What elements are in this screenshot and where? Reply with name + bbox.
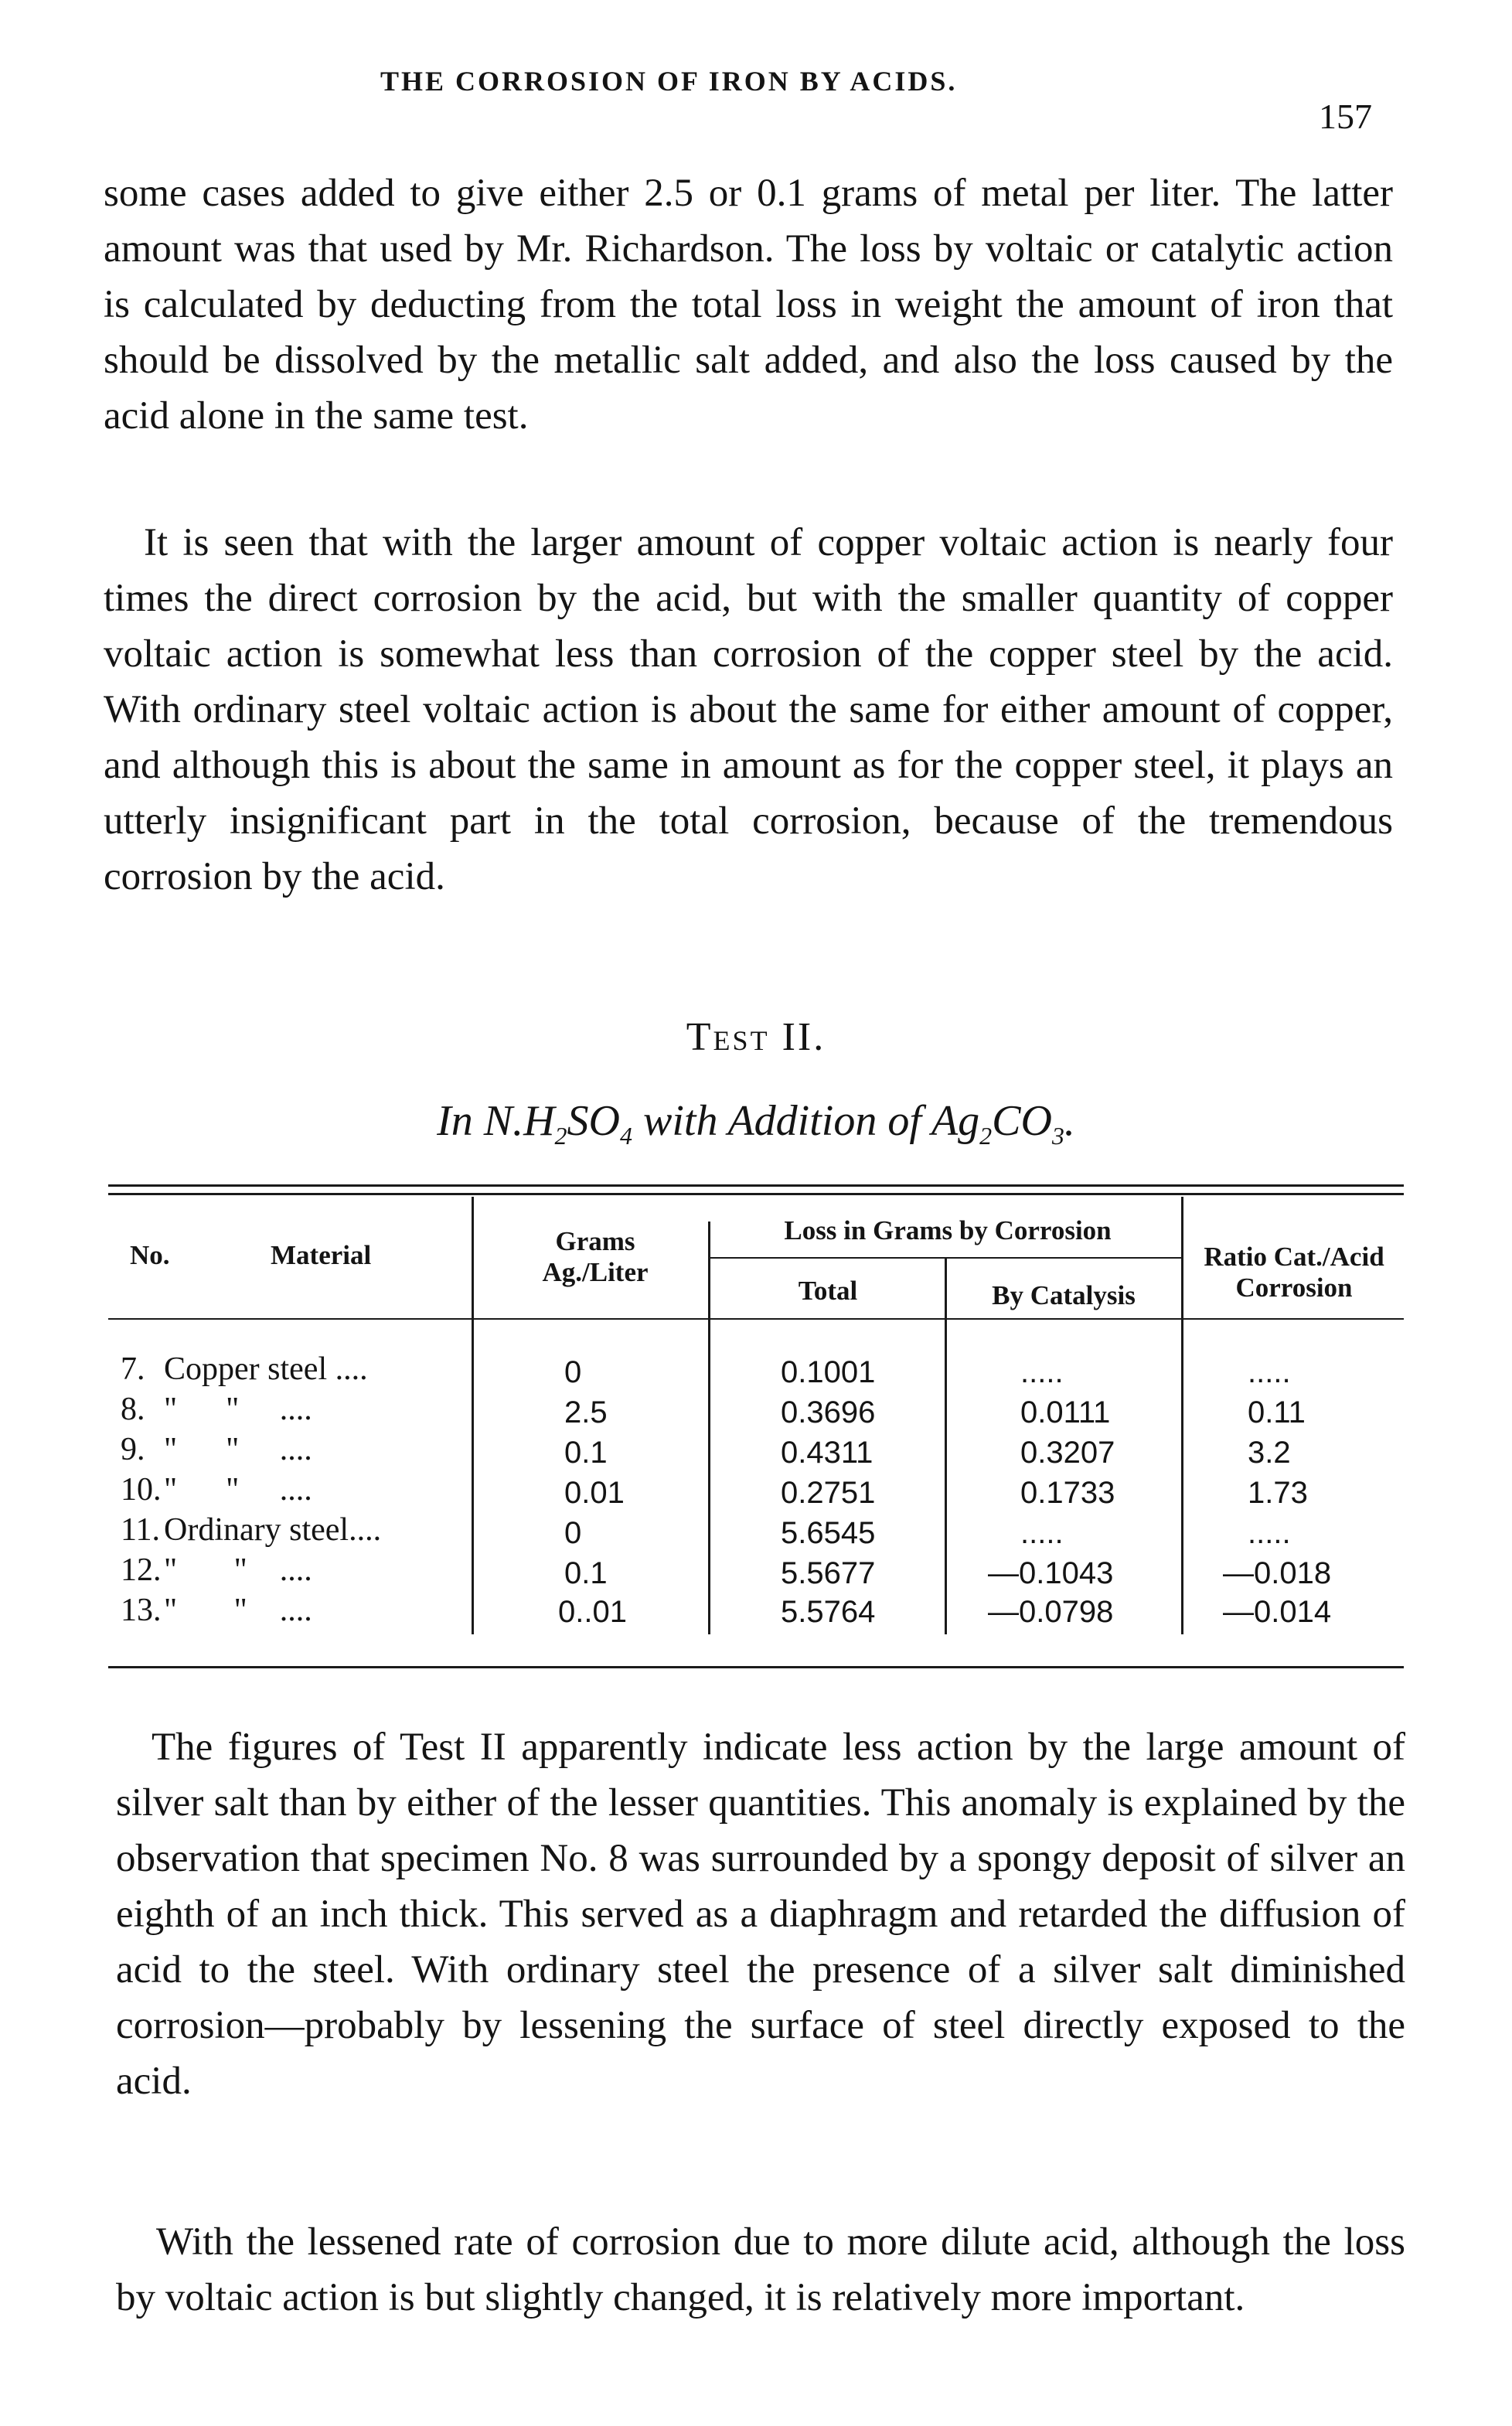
paragraph-4: With the lessened rate of corrosion due to more dilute acid, although the loss by voltaic action is but slightly changed, it is relatively more important.	[116, 2220, 1405, 2319]
row-catalysis: .....	[1020, 1355, 1064, 1389]
paragraph-2: It is seen that with the larger amount of copper voltaic action is nearly four times the direct corrosion by the acid, but with the smaller quantity of copper voltaic action is somewhat less than corrosion of the copper steel by the acid. With ordinary steel voltaic action is about the same for either amount of copper, and although this is about the same in amount as for the copper steel, it plays an utterly insignificant part in the total corrosion, because of the tremendous corrosion by the acid.	[104, 521, 1393, 898]
row-material: " " ....	[164, 1432, 312, 1467]
row-total: 0.1001	[781, 1355, 876, 1389]
row-catalysis: 0.3207	[1020, 1436, 1115, 1470]
row-catalysis: —0.0798	[988, 1595, 1114, 1629]
row-ratio: 3.2	[1248, 1436, 1291, 1470]
row-ratio: 0.11	[1248, 1395, 1306, 1429]
header-grams: Grams Ag./Liter	[542, 1226, 649, 1287]
table-top-rule	[108, 1184, 1404, 1187]
running-title: THE CORROSION OF IRON BY ACIDS.	[380, 66, 958, 97]
row-catalysis: —0.1043	[988, 1556, 1114, 1590]
header-loss-group: Loss in Grams by Corrosion	[784, 1215, 1112, 1245]
paragraph-1: some cases added to give either 2.5 or 0.1 grams of metal per liter. The latter amount was that used by Mr. Richardson. The loss by voltaic or catalytic action is calculated by deducting from the total loss in weight the amount of iron that should be dissolved by the metallic salt added, and also the loss caused by the acid alone in the same test.	[104, 172, 1393, 438]
row-total: 5.6545	[781, 1516, 876, 1550]
row-total: 0.3696	[781, 1395, 876, 1429]
row-grams: 0.01	[564, 1476, 625, 1510]
test-heading: Test II.	[686, 1015, 826, 1059]
test-subheading: In $N.H_2SO_4$ with Addition of $Ag_2CO_3$.	[437, 1097, 1075, 1150]
row-material: " " ....	[164, 1392, 312, 1427]
header-ratio: Ratio Cat./Acid Corrosion	[1204, 1242, 1384, 1303]
row-grams: 0.1	[564, 1556, 608, 1590]
row-no: 8.	[121, 1392, 145, 1427]
col-rule-4	[1181, 1197, 1183, 1634]
running-header	[0, 65, 1512, 136]
row-total: 5.5677	[781, 1556, 876, 1590]
row-no: 9.	[121, 1432, 145, 1467]
row-catalysis: 0.0111	[1020, 1395, 1111, 1429]
row-ratio: .....	[1248, 1516, 1291, 1550]
row-ratio: .....	[1248, 1355, 1291, 1389]
row-total: 0.2751	[781, 1476, 876, 1510]
row-total: 0.4311	[781, 1436, 873, 1470]
row-no: 7.	[121, 1351, 145, 1387]
paragraph-3: The figures of Test II apparently indicate less action by the large amount of silver salt than by either of the lesser quantities. This anomaly is explained by the observation that specimen No. 8 was surrounded by a spongy deposit of silver an eighth of an inch thick. This served as a diaphragm and retarded the diffusion of acid to the steel. With ordinary steel the presence of a silver salt diminished corrosion—probably by lessening the surface of steel directly exposed to the acid.	[116, 1726, 1405, 2103]
row-grams: 2.5	[564, 1395, 608, 1429]
page-number: 157	[1319, 97, 1372, 136]
table-top-rule-double	[108, 1193, 1404, 1195]
row-total: 5.5764	[781, 1595, 876, 1629]
header-material: Material	[271, 1240, 372, 1270]
row-material: Ordinary steel....	[164, 1512, 382, 1548]
row-catalysis: .....	[1020, 1516, 1064, 1550]
row-no: 13.	[121, 1593, 162, 1628]
row-grams: 0..01	[558, 1595, 627, 1629]
row-ratio: —0.018	[1223, 1556, 1332, 1590]
row-grams: 0	[564, 1516, 582, 1550]
row-grams: 0	[564, 1355, 582, 1389]
row-no: 11.	[121, 1512, 160, 1548]
header-total: Total	[798, 1276, 858, 1306]
table-header-rule	[108, 1318, 1404, 1320]
row-no: 10.	[121, 1472, 162, 1508]
table-bottom-rule	[108, 1666, 1404, 1668]
row-catalysis: 0.1733	[1020, 1476, 1115, 1510]
row-no: 12.	[121, 1552, 162, 1588]
header-by-catalysis: By Catalysis	[992, 1280, 1136, 1310]
row-material: Copper steel ....	[164, 1351, 368, 1387]
row-material: " " ....	[164, 1593, 312, 1628]
col-rule-2	[708, 1222, 710, 1634]
row-ratio: —0.014	[1223, 1595, 1332, 1629]
row-ratio: 1.73	[1248, 1476, 1308, 1510]
col-rule-3	[945, 1259, 947, 1634]
row-material: " " ....	[164, 1472, 312, 1508]
row-material: " " ....	[164, 1552, 312, 1588]
header-no: No.	[130, 1240, 170, 1270]
row-grams: 0.1	[564, 1436, 608, 1470]
col-rule-1	[472, 1197, 474, 1634]
